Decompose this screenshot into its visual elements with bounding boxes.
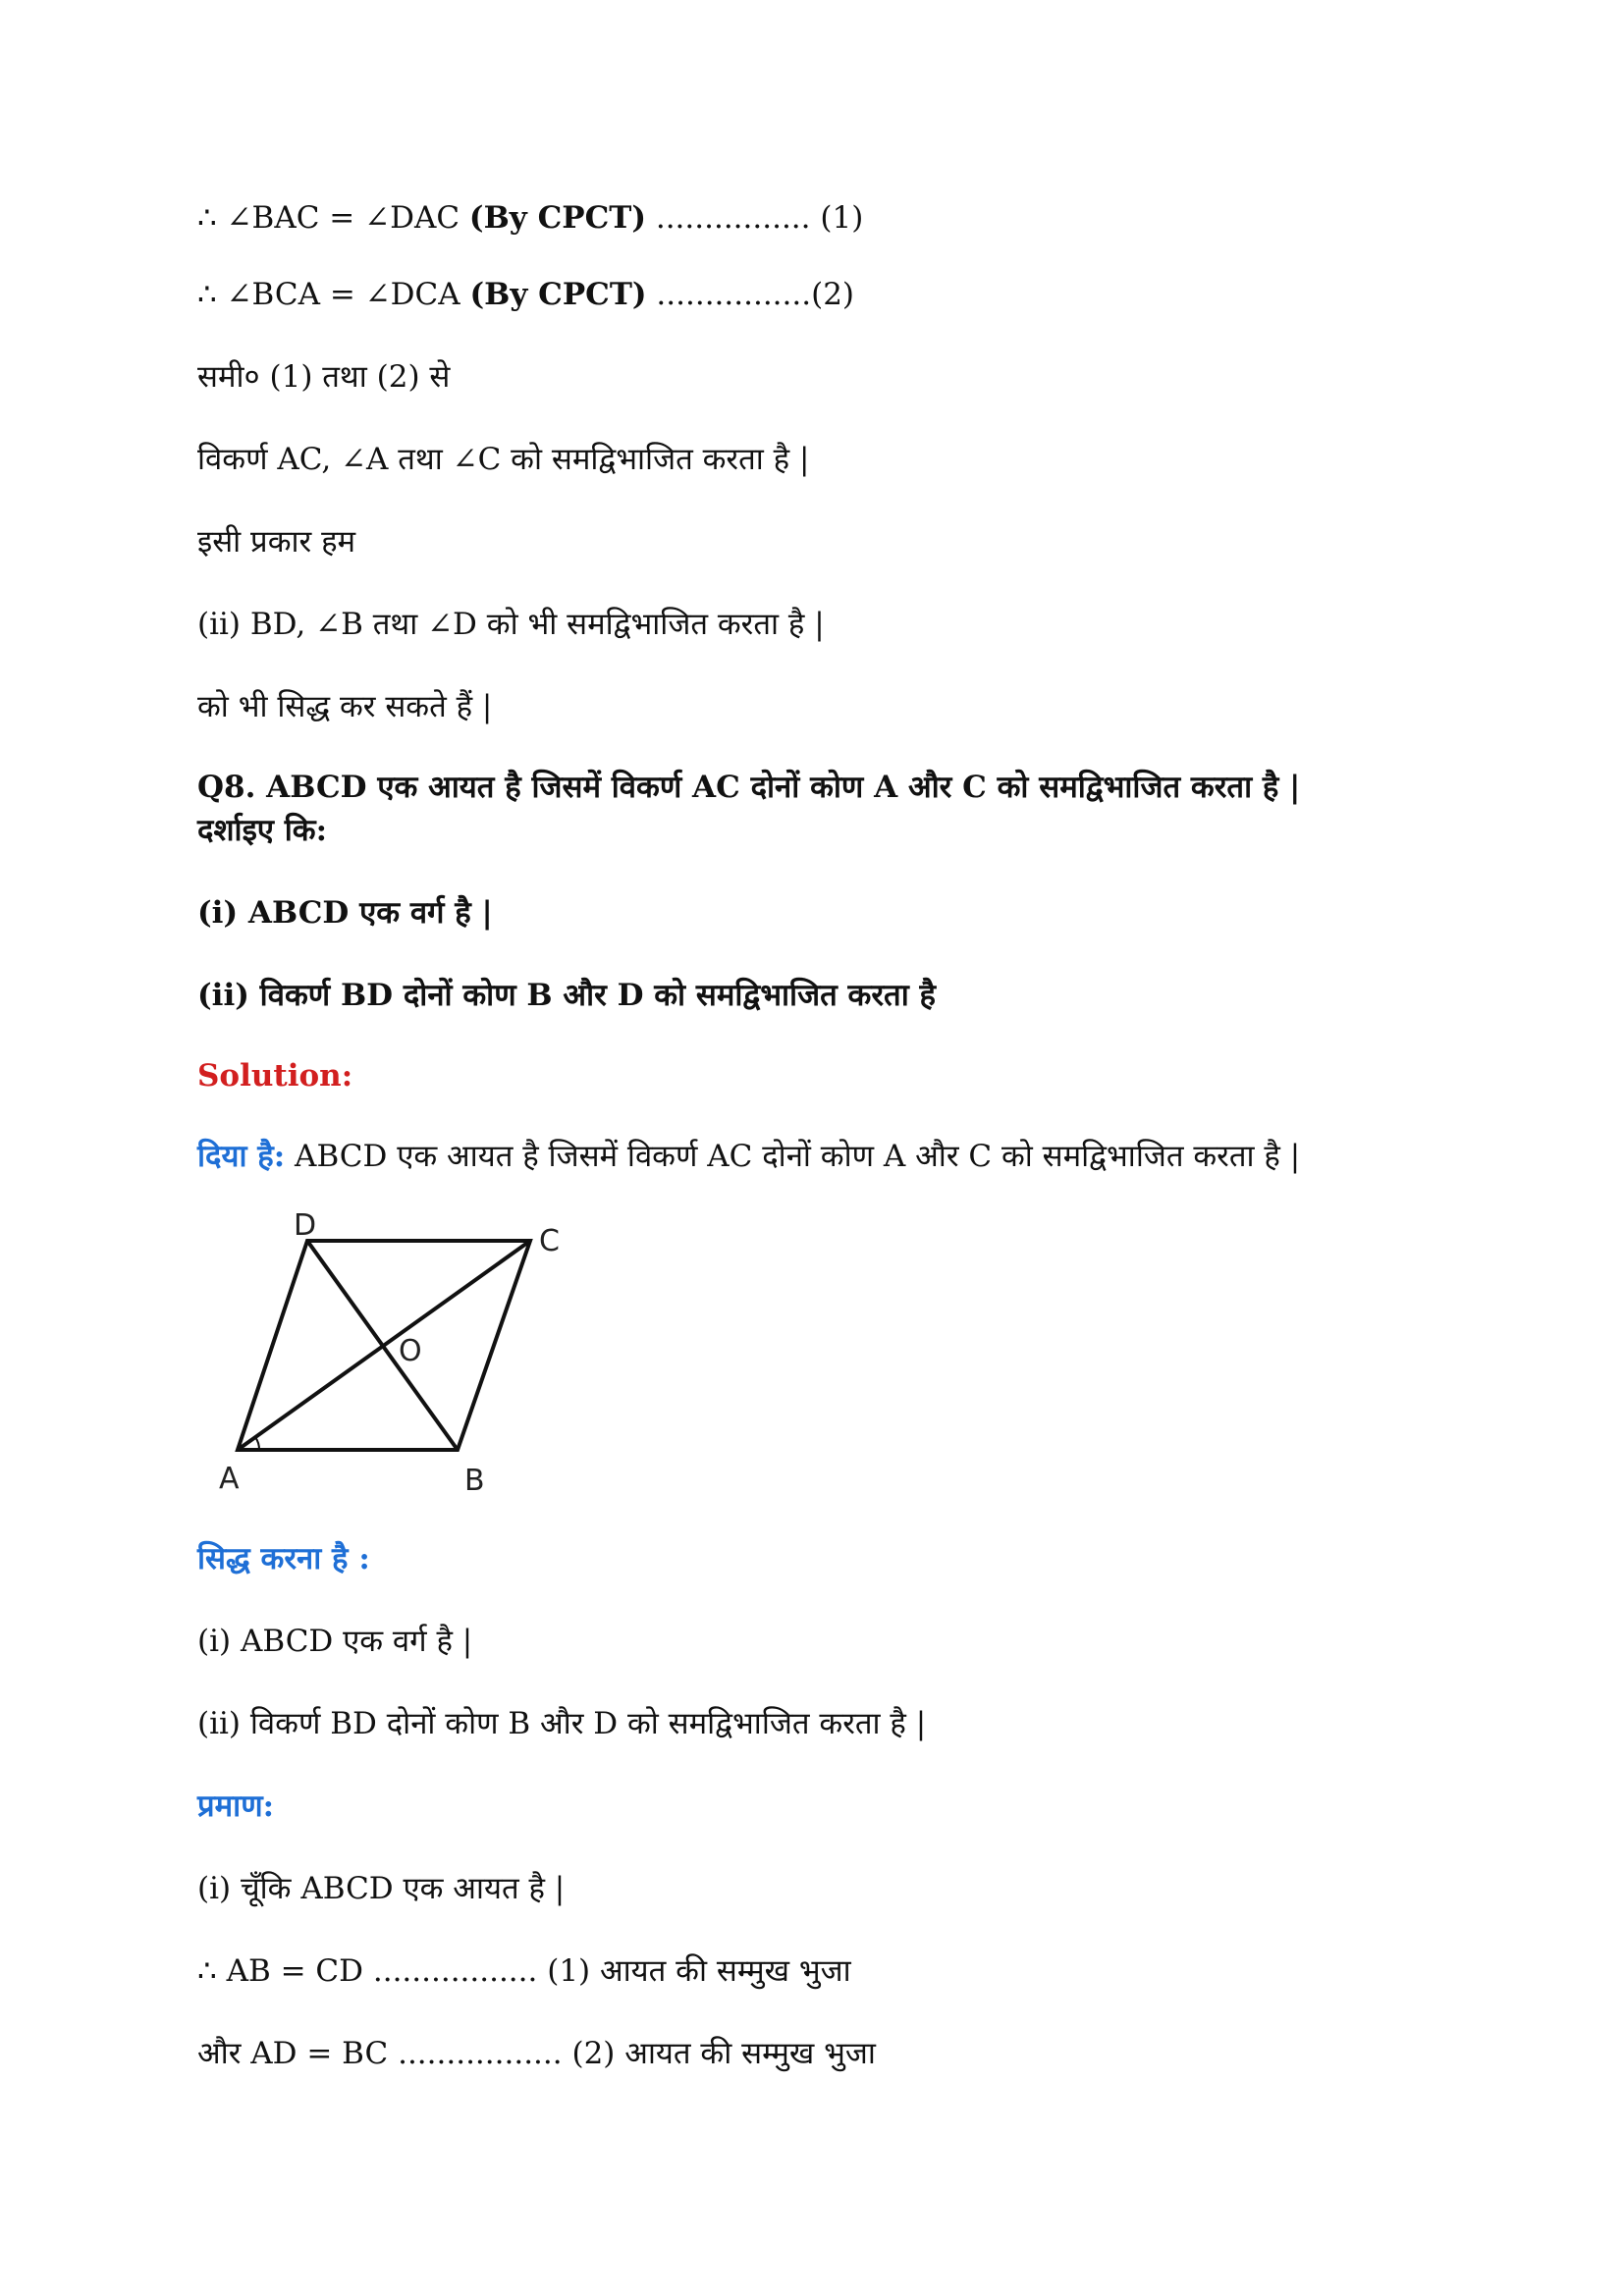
diagonal-ac-bisects-line: विकर्ण AC, ∠A तथा ∠C को समद्विभाजित करता है | xyxy=(197,442,810,477)
given-text: ABCD एक आयत है जिसमें विकर्ण AC दोनों कोण A और C को समद्विभाजित करता है | xyxy=(285,1139,1301,1174)
similarly-line: इसी प्रकार हम xyxy=(197,524,356,560)
question-heading: Q8. ABCD एक आयत है जिसमें विकर्ण AC दोनों कोण A और C को समद्विभाजित करता है | xyxy=(197,770,1301,805)
vertex-label-c: C xyxy=(539,1224,560,1258)
statement-angle-bac xyxy=(197,198,863,238)
to-prove-label: सिद्ध करना है : xyxy=(197,1541,370,1576)
given-line xyxy=(197,1137,1300,1176)
proof-label: प्रमाण: xyxy=(197,1789,275,1824)
parallelogram-diagram xyxy=(197,1205,610,1500)
solution-label: Solution: xyxy=(197,1058,353,1094)
cpct-reason: (By CPCT) xyxy=(468,200,646,236)
statement-text: ∴ ∠BAC = ∠DAC xyxy=(197,200,469,236)
question-part-i: (i) ABCD एक वर्ग है | xyxy=(197,895,493,931)
proof-line-2: ∴ AB = CD ................. (1) आयत की सम्मुख भुजा xyxy=(197,1953,851,1989)
statement-angle-bca xyxy=(197,275,854,314)
vertex-label-b: B xyxy=(464,1464,485,1498)
vertex-label-d: D xyxy=(294,1208,317,1243)
equation-number: ................ (1) xyxy=(646,200,864,236)
proof-line-3: और AD = BC ................. (2) आयत की सम्मुख भुजा xyxy=(197,2036,876,2071)
question-heading-cont: दर्शाइए कि: xyxy=(197,813,328,848)
from-equations-line: समी० (1) तथा (2) से xyxy=(197,359,451,395)
vertex-label-a: A xyxy=(219,1462,240,1496)
given-label: दिया है: xyxy=(197,1139,286,1174)
center-label-o: O xyxy=(399,1334,422,1368)
bd-bisects-line: (ii) BD, ∠B तथा ∠D को भी समद्विभाजित करता है | xyxy=(197,607,825,642)
to-prove-ii: (ii) विकर्ण BD दोनों कोण B और D को समद्विभाजित करता है | xyxy=(197,1706,927,1741)
question-part-ii: (ii) विकर्ण BD दोनों कोण B और D को समद्विभाजित करता है xyxy=(197,978,936,1013)
can-prove-line: को भी सिद्ध कर सकते हैं | xyxy=(197,689,493,724)
proof-line-1: (i) चूँकि ABCD एक आयत है | xyxy=(197,1871,566,1906)
statement-text: ∴ ∠BCA = ∠DCA xyxy=(197,277,470,312)
diagonal-bd xyxy=(307,1241,458,1450)
cpct-reason: (By CPCT) xyxy=(469,277,647,312)
equation-number: ................(2) xyxy=(646,277,855,312)
to-prove-i: (i) ABCD एक वर्ग है | xyxy=(197,1624,473,1659)
